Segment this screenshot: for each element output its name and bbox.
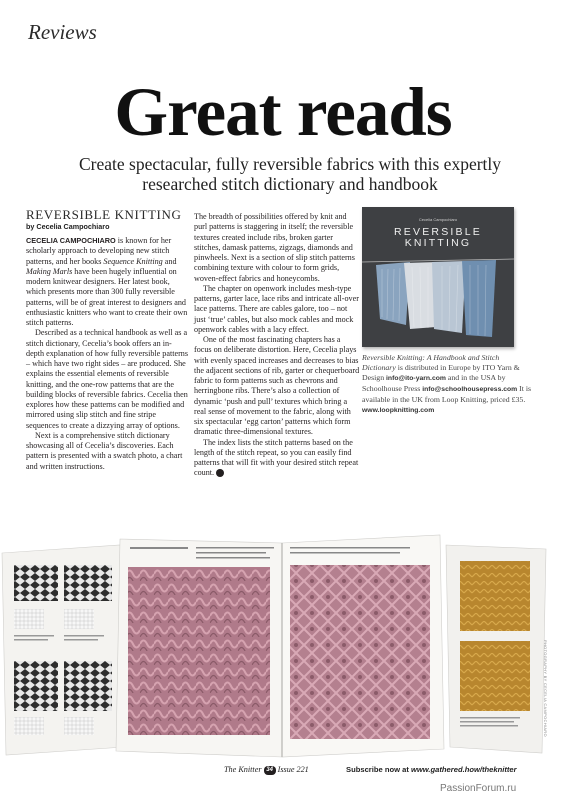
paragraph: One of the most fascinating chapters has a focus on deliberate distortion. Here, Cecelia plays with evenly spaced increases and decreases to bias the adjacent sections of rib, garter or chequerboard fabric to form patterns such as chevrons and herringbone ribs. There’s also a collection of dynamic ‘push and pull’ textures which bring a real sense of movement to the fabric, along with six spectacular ‘egg carton’ patterns which form dramatic three-dimensional textures. [194, 335, 360, 437]
paragraph: CECELIA CAMPOCHIARO is known for her scholarly approach to developing new stitch patterns, and her books Sequence Knitting and Making Marls have been hugely influential on modern knitwear designers. Her latest book, which presents more than 300 fully reversible patterns, will be of great interest to designers and enthusiastic knitters who want to create their own stitch patterns. [26, 236, 188, 327]
book-spread-photo [0, 525, 566, 763]
subscribe-link[interactable]: www.gathered.how/theknitter [410, 765, 517, 774]
email-link[interactable]: info@schoolhousepress.com [422, 386, 518, 394]
footer-subscribe: Subscribe now at www.gathered.how/theknitter [346, 765, 517, 774]
paragraph: The index lists the stitch patterns based on the length of the stitch repeat, so you can easily find patterns that will fit with your desired stitch repeat count. TK [194, 437, 359, 478]
book-title: Making Marls [26, 266, 73, 276]
paragraph: Next is a comprehensive stitch dictionary showcasing all of Cecelia’s discoveries. Each pattern is presented with a swatch photo, a chart and written instructions. [26, 430, 183, 471]
article-column-2 [194, 212, 360, 479]
cover-swatches-illustration [362, 207, 514, 347]
page-number: 34 [264, 766, 276, 775]
review-title: REVERSIBLE KNITTING [26, 207, 182, 222]
lead-in: CECELIA CAMPOCHIARO [26, 236, 116, 245]
cover-authors: Cecelia Campochiaro [418, 217, 458, 222]
article-column-1 [26, 236, 188, 472]
paragraph: The chapter on openwork includes mesh-type patterns, garter lace, lace ribs and intricate all-over lace patterns. There are cables galore, too – not just ‘true’ cables, but also mock cables and mock openwork cables with a lacy effect. [194, 283, 359, 334]
watermark: PassionForum.ru [440, 783, 517, 794]
photo-credit: PHOTOGRAPHY BY CECELIA CAMPOCHIARO [543, 640, 548, 737]
footer-magazine: The Knitter 34 Issue 221 [224, 765, 309, 774]
email-link[interactable]: info@ito-yarn.com [386, 375, 446, 383]
book-title: Sequence Knitting [103, 256, 163, 266]
headline: Great reads [114, 74, 452, 150]
sidebar-book-title: Reversible Knitting: A Handbook and Stitch Dictionary [362, 353, 500, 373]
byline: by Cecelia Campochiaro [26, 222, 110, 231]
paragraph: The breadth of possibilities offered by knit and purl patterns is staggering in itself; the reversible textures created include ribs, broken garter stitches, damask patterns, zigzags, diamonds and pinwheels. Next is a section of slip stitch patterns combining texture with colour to form grids, woven-effect fabrics and honeycombs. [194, 212, 355, 283]
paragraph: Described as a technical handbook as well as a stitch dictionary, Cecelia’s book offers an in-depth explanation of how fully reversible patterns – which have two right sides – are produced. She explains the essential elements of reversible knitting, and the one-row patterns that are the building blocks of reversible fabrics. Cecelia then explores how these patterns can be modified and mirrored using slip stitch and fine stripe sequences to create a dizzying array of options. [26, 328, 189, 430]
website-link[interactable]: www.loopknitting.com [362, 407, 435, 415]
cover-title: REVERSIBLE KNITTING [394, 226, 482, 249]
book-info-sidebar: Reversible Knitting: A Handbook and Stitch Dictionary is distributed in Europe by ITO Yarn & Design info@ito-yarn.com and in the USA by Schoolhouse Press info@schoolhousepress.com It is available in the UK from Loop Knitting, priced £35. www.loopknitting.com [362, 353, 532, 415]
book-cover [362, 207, 514, 347]
standfirst: Create spectacular, fully reversible fabrics with this expertly researched stitch dictionary and handbook [78, 154, 502, 194]
section-label: Reviews [28, 20, 97, 44]
end-mark-icon: TK [216, 469, 224, 477]
